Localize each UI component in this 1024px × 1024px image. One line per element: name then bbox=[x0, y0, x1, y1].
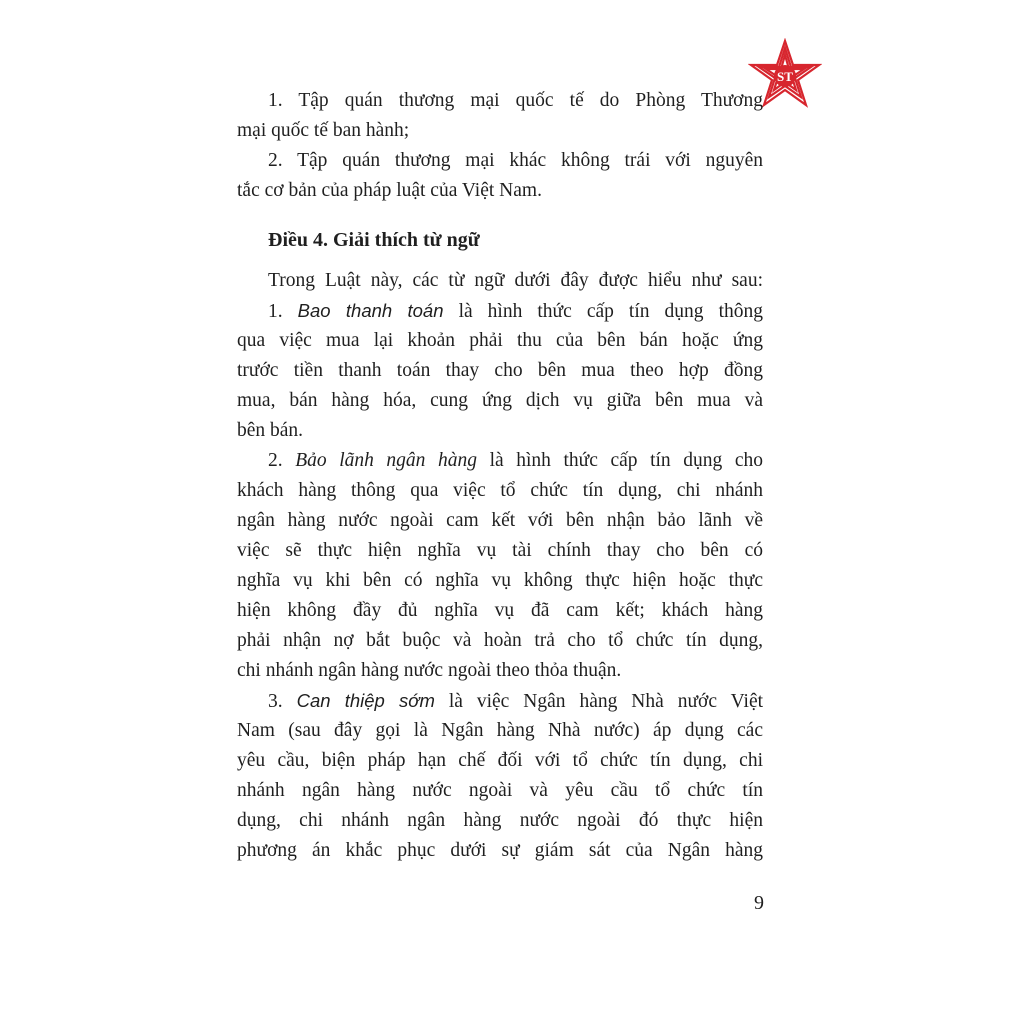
text-line: mại quốc tế ban hành; bbox=[237, 120, 410, 141]
article-heading: Điều 4. Giải thích từ ngữ bbox=[268, 229, 480, 251]
text-line: mua, bán hàng hóa, cung ứng dịch vụ giữa bên mua và bbox=[237, 390, 763, 411]
definition-line bbox=[268, 689, 763, 713]
text-line: nhánh ngân hàng nước ngoài và yêu cầu tổ chức tín bbox=[237, 780, 763, 801]
logo-mark: ST bbox=[777, 69, 793, 84]
defined-term: Can thiệp sớm bbox=[296, 690, 435, 711]
definition-line bbox=[268, 449, 763, 473]
text-line: khách hàng thông qua việc tổ chức tín dụng, chi nhánh bbox=[237, 480, 763, 501]
text-line: 2. Tập quán thương mại khác không trái với nguyên bbox=[268, 150, 763, 171]
definition-number: 2. bbox=[268, 450, 283, 471]
text-line: việc sẽ thực hiện nghĩa vụ tài chính thay cho bên có bbox=[237, 540, 763, 561]
definition-number: 1. bbox=[268, 301, 283, 322]
text-line: yêu cầu, biện pháp hạn chế đối với tổ chức tín dụng, chi bbox=[237, 750, 763, 771]
page-number: 9 bbox=[754, 892, 764, 914]
text-line: ngân hàng nước ngoài cam kết với bên nhận bảo lãnh về bbox=[237, 510, 763, 531]
text-line: trước tiền thanh toán thay cho bên mua theo hợp đồng bbox=[237, 360, 763, 381]
text-line: hiện không đầy đủ nghĩa vụ đã cam kết; khách hàng bbox=[237, 600, 763, 621]
text-line: chi nhánh ngân hàng nước ngoài theo thỏa thuận. bbox=[237, 660, 622, 681]
text-line: tắc cơ bản của pháp luật của Việt Nam. bbox=[237, 180, 542, 201]
text-line: Trong Luật này, các từ ngữ dưới đây được hiểu như sau: bbox=[268, 270, 763, 291]
text-line: 1. Tập quán thương mại quốc tế do Phòng Thương bbox=[268, 90, 763, 111]
text-line: qua việc mua lại khoản phải thu của bên bán hoặc ứng bbox=[237, 330, 763, 351]
definition-text: là hình thức cấp tín dụng thông bbox=[458, 301, 763, 322]
definition-text: là hình thức cấp tín dụng cho bbox=[489, 450, 763, 471]
text-line: phải nhận nợ bắt buộc và hoàn trả cho tổ chức tín dụng, bbox=[237, 630, 763, 651]
text-line: dụng, chi nhánh ngân hàng nước ngoài đó thực hiện bbox=[237, 810, 763, 831]
text-line: nghĩa vụ khi bên có nghĩa vụ không thực hiện hoặc thực bbox=[237, 570, 763, 591]
text-line: Nam (sau đây gọi là Ngân hàng Nhà nước) áp dụng các bbox=[237, 720, 763, 741]
definition-text: là việc Ngân hàng Nhà nước Việt bbox=[448, 691, 763, 712]
text-line: phương án khắc phục dưới sự giám sát của Ngân hàng bbox=[237, 840, 763, 861]
text-line: bên bán. bbox=[237, 420, 304, 441]
definition-line bbox=[268, 299, 763, 323]
defined-term: Bao thanh toán bbox=[297, 300, 444, 321]
definition-number: 3. bbox=[268, 691, 283, 712]
defined-term: Bảo lãnh ngân hàng bbox=[295, 450, 478, 471]
